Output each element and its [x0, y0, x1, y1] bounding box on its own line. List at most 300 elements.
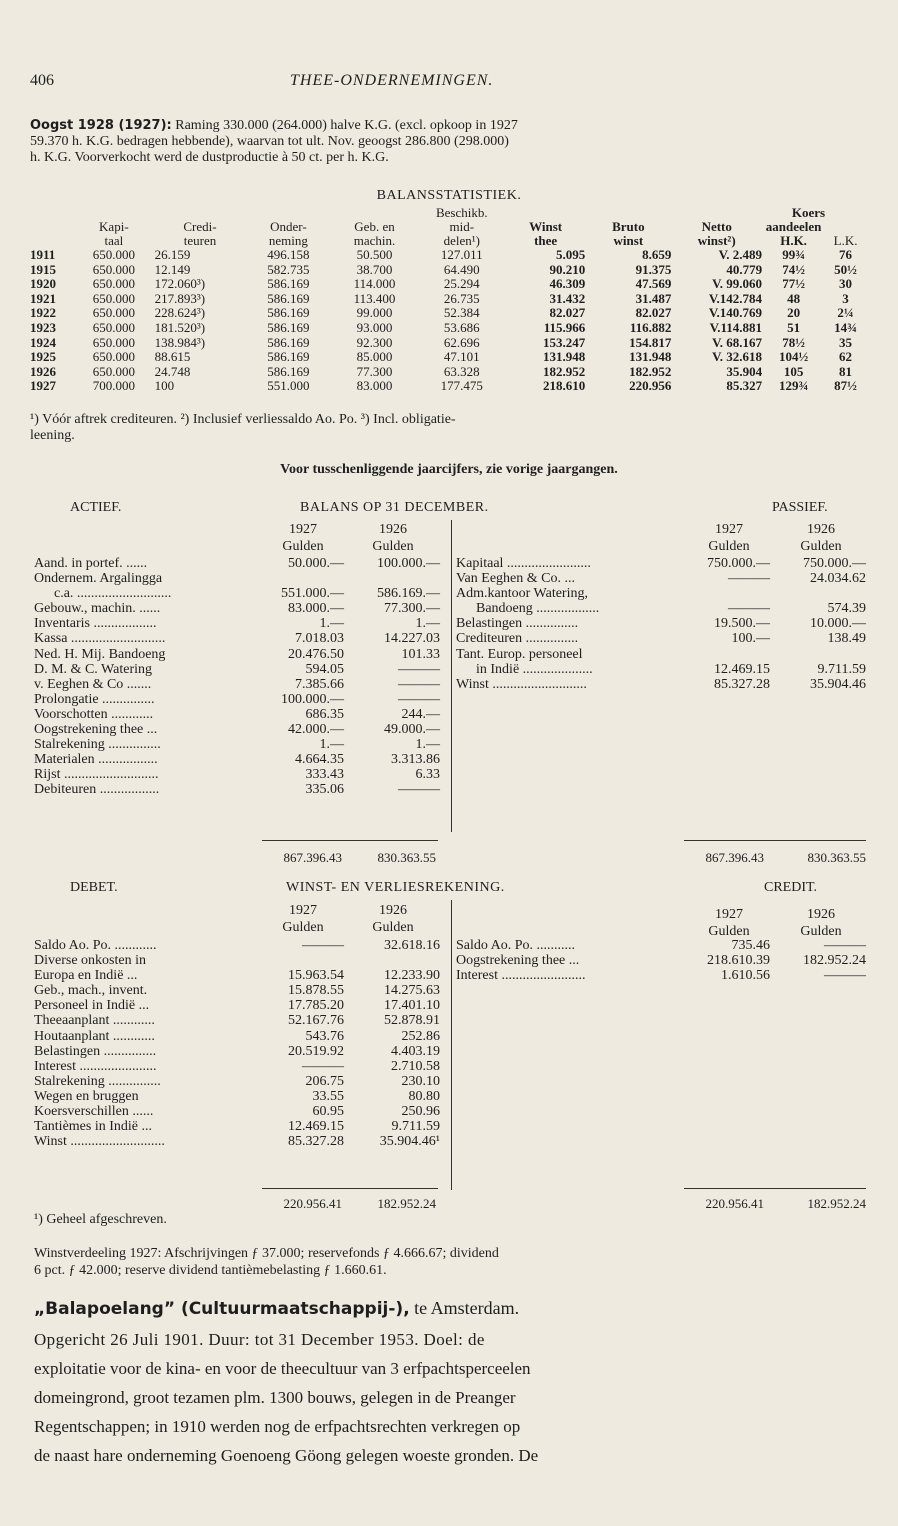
- stats-row-cell: 182.952: [543, 363, 586, 379]
- debet-row-cell: Saldo Ao. Po. ............: [34, 938, 157, 953]
- debet-row-cell: Koersverschillen ......: [34, 1104, 154, 1120]
- passief-row-cell: Kapitaal ........................: [456, 556, 591, 571]
- stats-row-cell: 82.027: [549, 305, 586, 321]
- running-title: THEE-ONDERNEMINGEN.: [290, 72, 494, 89]
- balans-left-title: ACTIEF.: [70, 500, 122, 515]
- debet-row-cell: 230.10: [401, 1073, 440, 1089]
- stats-row-cell: 586.169: [267, 349, 310, 365]
- company-line-5: Regentschappen; in 1910 werden nog de erfpachtsrechten verkregen op: [34, 1417, 521, 1436]
- stats-row-cell: 113.400: [353, 290, 396, 306]
- company-line-2: Opgericht 26 Juli 1901. Duur: tot 31 December 1953. Doel: de: [34, 1330, 485, 1349]
- stats-row-cell: 182.952: [629, 363, 672, 379]
- company-name: „Balapoelang” (Cultuurmaatschappij-),: [34, 1299, 410, 1319]
- actief-row-cell: 1.—: [415, 616, 440, 632]
- actief-row: [34, 722, 440, 737]
- winstverdeeling-line-2: 6 pct. ƒ 42.000; reserve dividend tantièmebelasting ƒ 1.660.61.: [34, 1263, 387, 1278]
- debet-row-cell: Diverse onkosten in: [34, 953, 146, 969]
- actief-row-cell: 3.313.86: [391, 752, 440, 768]
- debet-row: [34, 968, 440, 983]
- debet-row-cell: 15.963.54: [288, 968, 344, 984]
- stats-row-cell: 154.817: [629, 334, 672, 350]
- debet-total-2: 182.952.24: [377, 1196, 436, 1211]
- passief-row-cell: ———: [728, 571, 770, 587]
- stats-header-cell: teuren: [183, 233, 217, 248]
- stats-row-cell: 650.000: [92, 276, 135, 292]
- stats-row-cell: 78½: [782, 334, 805, 350]
- passief-row-cell: 138.49: [827, 631, 866, 647]
- stats-row-cell: 52.384: [443, 305, 480, 321]
- stats-row: [30, 248, 866, 263]
- stats-row-cell: 114.000: [353, 276, 396, 292]
- stats-header-cell: [30, 234, 73, 248]
- stats-row-cell: 586.169: [267, 363, 310, 379]
- actief-row-cell: Kassa ...........................: [34, 631, 166, 647]
- actief-row-cell: 14.227.03: [384, 631, 440, 647]
- actief-row: [34, 556, 440, 571]
- stats-row-cell: 650.000: [92, 319, 135, 335]
- stats-header-cell: [825, 220, 866, 234]
- stats-row-cell: 77.300: [356, 363, 393, 379]
- passief-row-cell: 35.904.46: [810, 676, 866, 692]
- stats-header-cell: Kapi-: [99, 219, 129, 234]
- oogst-label: Oogst 1928 (1927):: [30, 118, 172, 133]
- stats-row-cell: 74½: [782, 261, 805, 277]
- oogst-line-3: h. K.G. Voorverkocht werd de dustproductie à 50 ct. per h. K.G.: [30, 150, 389, 165]
- stats-row-cell: 1924: [30, 334, 56, 350]
- stats-title: BALANSSTATISTIEK.: [376, 188, 522, 203]
- stats-row-cell: 62: [839, 349, 853, 365]
- balans-passief-unit-2: Gulden: [800, 539, 842, 554]
- actief-row: [34, 601, 440, 616]
- actief-row-cell: Ned. H. Mij. Bandoeng: [34, 646, 166, 662]
- actief-row-cell: 83.000.—: [288, 601, 344, 617]
- stats-header-cell: [585, 206, 671, 220]
- passief-row-cell: Van Eeghen & Co. ...: [456, 571, 575, 587]
- balans-divider: [451, 520, 452, 832]
- stats-row-cell: 91.375: [635, 261, 672, 277]
- balans-center-title: BALANS OP 31 DECEMBER.: [300, 500, 489, 515]
- stats-row-cell: 217.893³): [154, 290, 206, 306]
- debet-row-cell: 85.327.28: [288, 1134, 344, 1150]
- actief-row-cell: 4.664.35: [295, 752, 344, 768]
- debet-table: [34, 938, 440, 1149]
- stats-row-cell: 62.696: [443, 334, 480, 350]
- debet-row-cell: Belastingen ...............: [34, 1043, 157, 1059]
- stats-row: [30, 350, 866, 365]
- stats-row-cell: 551.000: [267, 378, 310, 394]
- actief-row-cell: 7.018.03: [295, 631, 344, 647]
- actief-row-cell: ———: [398, 661, 440, 677]
- passief-row-cell: 750.000.—: [803, 556, 866, 571]
- stats-row-cell: V.140.769: [708, 305, 763, 321]
- winst-footnote: ¹) Geheel afgeschreven.: [34, 1212, 167, 1227]
- credit-unit-1: Gulden: [708, 924, 750, 939]
- credit-row-cell: 735.46: [731, 938, 770, 953]
- debet-row-cell: Winst ...........................: [34, 1134, 165, 1150]
- stats-row-cell: 81: [839, 363, 853, 379]
- stats-header-cell: winst: [613, 233, 644, 248]
- stats-row-cell: 218.610: [543, 378, 586, 394]
- passief-row: [456, 631, 866, 646]
- actief-total-2: 830.363.55: [377, 850, 436, 865]
- credit-total-2: 182.952.24: [807, 1196, 866, 1211]
- stats-row-cell: 46.309: [549, 276, 586, 292]
- stats-row-cell: 586.169: [267, 276, 310, 292]
- debet-row-cell: Stalrekening ...............: [34, 1073, 161, 1089]
- stats-header-cell: delen¹): [443, 233, 480, 248]
- company-line-6: de naast hare onderneming Goenoeng Göong gelegen woeste gronden. De: [34, 1446, 539, 1465]
- actief-row-cell: 6.33: [415, 767, 440, 783]
- actief-row: [34, 677, 440, 692]
- stats-row-cell: 2¼: [837, 305, 854, 321]
- stats-row-cell: 50½: [834, 261, 857, 277]
- actief-row-cell: Inventaris ..................: [34, 616, 157, 632]
- stats-row-cell: 48: [787, 290, 801, 306]
- actief-row-cell: 49.000.—: [384, 722, 440, 738]
- debet-row: [34, 1089, 440, 1104]
- stats-row-cell: 1921: [30, 290, 56, 306]
- credit-table: [456, 938, 866, 983]
- stats-row-cell: 586.169: [267, 290, 310, 306]
- debet-total-rule: [262, 1188, 438, 1189]
- stats-header-cell: winst²): [697, 233, 736, 248]
- passief-row-cell: Winst ...........................: [456, 676, 587, 692]
- debet-row-cell: 14.275.63: [384, 983, 440, 999]
- stats-row-cell: 172.060³): [154, 276, 206, 292]
- actief-row-cell: v. Eeghen & Co .......: [34, 676, 152, 692]
- stats-row-cell: 131.948: [543, 349, 586, 365]
- debet-row-cell: Tantièmes in Indië ...: [34, 1119, 152, 1135]
- actief-row-cell: 586.169.—: [377, 586, 440, 602]
- stats-header-cell: [331, 206, 417, 220]
- actief-row-cell: 1.—: [415, 737, 440, 753]
- passief-row: [456, 616, 866, 631]
- stats-row-cell: 115.966: [543, 319, 586, 335]
- stats-row-cell: 1923: [30, 319, 56, 335]
- debet-row: [34, 1029, 440, 1044]
- stats-row-cell: 1922: [30, 305, 56, 321]
- passief-total-2: 830.363.55: [807, 850, 866, 865]
- actief-total-rule: [262, 840, 438, 841]
- actief-row-cell: 551.000.—: [281, 586, 344, 602]
- debet-row-cell: Europa en Indië ...: [34, 968, 138, 984]
- passief-row-cell: [682, 647, 770, 662]
- debet-row: [34, 983, 440, 998]
- stats-row-cell: 53.686: [443, 319, 480, 335]
- stats-header-cell: [73, 206, 155, 220]
- actief-row-cell: 20.476.50: [288, 646, 344, 662]
- actief-row-cell: 50.000.—: [288, 556, 344, 571]
- stats-row-cell: 20: [787, 305, 801, 321]
- passief-row-cell: 100.—: [731, 631, 770, 647]
- balans-actief-year-2: 1926: [379, 522, 407, 537]
- debet-row-cell: 15.878.55: [288, 983, 344, 999]
- passief-row: [456, 662, 866, 677]
- stats-header-cell: [245, 206, 331, 220]
- actief-row: [34, 662, 440, 677]
- passief-row: [456, 556, 866, 571]
- stats-row-cell: 90.210: [549, 261, 586, 277]
- winst-left-title: DEBET.: [70, 880, 118, 895]
- debet-row: [34, 1044, 440, 1059]
- stats-header-cell: thee: [534, 233, 558, 248]
- stats-header-cell: [825, 206, 866, 220]
- stats-row-cell: 1927: [30, 378, 56, 394]
- credit-row: [456, 938, 866, 953]
- actief-row-cell: 335.06: [305, 782, 344, 798]
- stats-row-cell: 582.735: [267, 261, 310, 277]
- oogst-text-1: Raming 330.000 (264.000) halve K.G. (excl. opkoop in 1927: [175, 118, 518, 133]
- actief-row: [34, 707, 440, 722]
- stats-row-cell: 650.000: [92, 261, 135, 277]
- debet-row-cell: 9.711.59: [391, 1119, 440, 1135]
- balans-actief-unit-1: Gulden: [282, 539, 324, 554]
- passief-row-cell: 85.327.28: [714, 676, 770, 692]
- actief-row-cell: D. M. & C. Watering: [34, 661, 152, 677]
- stats-row-cell: 1926: [30, 363, 56, 379]
- stats-row-cell: 1920: [30, 276, 56, 292]
- debet-row-cell: 32.618.16: [384, 938, 440, 953]
- debet-row-cell: [262, 953, 344, 968]
- stats-row: [30, 306, 866, 321]
- debet-row-cell: 4.403.19: [391, 1043, 440, 1059]
- actief-row-cell: Debiteuren .................: [34, 782, 160, 798]
- debet-unit-1: Gulden: [282, 920, 324, 935]
- credit-total-rule: [684, 1188, 866, 1189]
- stats-row-cell: 47.101: [443, 349, 480, 365]
- stats-header-cell: L.K.: [833, 233, 858, 248]
- credit-row-cell: 182.952.24: [803, 953, 866, 969]
- stats-row-cell: 650.000: [92, 349, 135, 365]
- debet-row-cell: 12.233.90: [384, 968, 440, 984]
- stats-row-cell: V. 68.167: [712, 334, 763, 350]
- stats-header-cell: [30, 220, 73, 234]
- debet-row-cell: 17.401.10: [384, 998, 440, 1014]
- actief-row: [34, 586, 440, 601]
- stats-row-cell: 129¾: [778, 378, 809, 394]
- debet-row: [34, 1134, 440, 1149]
- actief-row-cell: 244.—: [401, 706, 440, 722]
- stats-row-cell: 50.500: [356, 247, 393, 262]
- stats-row-cell: 14¾: [834, 319, 857, 335]
- passief-row: [456, 571, 866, 586]
- stats-row-cell: 138.984³): [154, 334, 206, 350]
- stats-row-cell: 8.659: [642, 247, 672, 262]
- stats-row-cell: 181.520³): [154, 319, 206, 335]
- debet-row-cell: 250.96: [401, 1104, 440, 1120]
- actief-row-cell: c.a. ...........................: [54, 586, 172, 602]
- credit-year-2: 1926: [807, 907, 835, 922]
- actief-total-1: 867.396.43: [283, 850, 342, 865]
- credit-row-cell: ———: [824, 938, 866, 953]
- actief-row-cell: [344, 571, 440, 586]
- stats-header-cell: [30, 206, 73, 220]
- stats-row: [30, 336, 866, 351]
- debet-row-cell: 543.76: [305, 1028, 344, 1044]
- actief-row-cell: 100.000.—: [281, 691, 344, 707]
- debet-year-1: 1927: [289, 903, 317, 918]
- stats-row-cell: 47.569: [635, 276, 672, 292]
- stats-row-cell: 63.328: [443, 363, 480, 379]
- actief-row-cell: 1.—: [319, 737, 344, 753]
- stats-row-cell: 5.095: [556, 247, 586, 262]
- debet-row-cell: Wegen en bruggen: [34, 1088, 139, 1104]
- actief-row-cell: Gebouw., machin. ......: [34, 601, 161, 617]
- stats-row-cell: 24.748: [154, 363, 191, 379]
- debet-row-cell: 35.904.46¹: [379, 1134, 440, 1150]
- actief-row-cell: ———: [398, 782, 440, 798]
- stats-table: [30, 206, 866, 394]
- actief-row-cell: Prolongatie ...............: [34, 691, 155, 707]
- passief-row-cell: 10.000.—: [810, 616, 866, 632]
- actief-row-cell: Materialen .................: [34, 752, 158, 768]
- passief-row-cell: [682, 586, 770, 601]
- credit-row-cell: ———: [824, 968, 866, 984]
- passief-row-cell: Tant. Europ. personeel: [456, 646, 583, 662]
- debet-row-cell: 60.95: [312, 1104, 344, 1120]
- stats-row-cell: 220.956: [629, 378, 672, 394]
- stats-row-cell: 100: [154, 378, 175, 394]
- stats-header-cell: machin.: [353, 233, 396, 248]
- stats-row-cell: 116.882: [629, 319, 672, 335]
- stats-header-cell: [155, 206, 246, 220]
- stats-row-cell: 1925: [30, 349, 56, 365]
- passief-row-cell: 574.39: [827, 601, 866, 617]
- actief-row-cell: 594.05: [305, 661, 344, 677]
- credit-row-cell: Oogstrekening thee ...: [456, 953, 580, 969]
- winst-center-title: WINST- EN VERLIESREKENING.: [286, 880, 505, 895]
- passief-row: [456, 586, 866, 601]
- debet-row: [34, 953, 440, 968]
- debet-row-cell: 20.519.92: [288, 1043, 344, 1059]
- stats-header-cell: mid-: [449, 219, 475, 234]
- credit-row-cell: Saldo Ao. Po. ...........: [456, 938, 576, 953]
- stats-row: [30, 379, 866, 394]
- stats-header-cell: Winst: [529, 219, 563, 234]
- debet-row-cell: Interest ......................: [34, 1058, 157, 1074]
- stats-row-cell: 586.169: [267, 334, 310, 350]
- passief-row-cell: 750.000.—: [707, 556, 770, 571]
- credit-unit-2: Gulden: [800, 924, 842, 939]
- stats-row-cell: 26.159: [154, 247, 191, 262]
- winst-divider: [451, 900, 452, 1190]
- stats-note-2: leening.: [30, 428, 75, 443]
- stats-row-cell: 131.948: [629, 349, 672, 365]
- debet-row-cell: Theeaanplant ............: [34, 1013, 155, 1029]
- stats-tussen: Voor tusschenliggende jaarcijfers, zie vorige jaargangen.: [280, 462, 618, 477]
- passief-row-cell: Belastingen ...............: [456, 616, 579, 632]
- stats-row-cell: 1911: [30, 247, 56, 262]
- actief-row-cell: ———: [398, 691, 440, 707]
- stats-header-cell: Credi-: [183, 219, 217, 234]
- credit-year-1: 1927: [715, 907, 743, 922]
- stats-header-cell: Netto: [701, 219, 732, 234]
- stats-header-cell: H.K.: [780, 233, 807, 248]
- actief-row: [34, 631, 440, 646]
- actief-row-cell: 686.35: [305, 706, 344, 722]
- stats-header-cell: Bruto: [612, 219, 645, 234]
- stats-row-cell: 76: [839, 247, 853, 262]
- stats-row-cell: 77½: [782, 276, 805, 292]
- stats-row-cell: 650.000: [92, 363, 135, 379]
- debet-row-cell: 2.710.58: [391, 1058, 440, 1074]
- stats-row-cell: 51: [787, 319, 801, 335]
- stats-row-cell: 127.011: [440, 247, 483, 262]
- stats-row-cell: 26.735: [443, 290, 480, 306]
- credit-row-cell: Interest ........................: [456, 968, 586, 984]
- debet-row-cell: Houtaanplant ............: [34, 1028, 155, 1044]
- stats-header-cell: taal: [104, 233, 124, 248]
- actief-row-cell: 1.—: [319, 616, 344, 632]
- passief-row-cell: 24.034.62: [810, 571, 866, 587]
- actief-row-cell: Oogstrekening thee ...: [34, 722, 158, 738]
- actief-row-cell: 333.43: [305, 767, 344, 783]
- actief-row-cell: Stalrekening ...............: [34, 737, 161, 753]
- stats-header-cell: Beschikb.: [435, 205, 488, 220]
- balans-passief-year-1: 1927: [715, 522, 743, 537]
- actief-row-cell: 100.000.—: [377, 556, 440, 571]
- stats-row-cell: 496.158: [267, 247, 310, 262]
- page-number: 406: [30, 72, 54, 89]
- debet-row: [34, 998, 440, 1013]
- stats-row: [30, 321, 866, 336]
- passief-total-1: 867.396.43: [705, 850, 764, 865]
- actief-row: [34, 647, 440, 662]
- stats-row-cell: V.114.881: [709, 319, 763, 335]
- debet-year-2: 1926: [379, 903, 407, 918]
- stats-row-cell: 153.247: [543, 334, 586, 350]
- stats-row-cell: 83.000: [356, 378, 393, 394]
- passief-row-cell: Bandoeng ..................: [476, 601, 600, 617]
- actief-row-cell: Rijst ...........................: [34, 767, 159, 783]
- actief-row: [34, 782, 440, 797]
- actief-row-cell: 42.000.—: [288, 722, 344, 738]
- stats-row-cell: 700.000: [92, 378, 135, 394]
- debet-row-cell: Personeel in Indië ...: [34, 998, 150, 1014]
- company-line-3: exploitatie voor de kina- en voor de theecultuur van 3 erfpachtsperceelen: [34, 1359, 531, 1378]
- stats-row-cell: V.142.784: [708, 290, 763, 306]
- credit-row-cell: 218.610.39: [707, 953, 770, 969]
- oogst-line-1: [30, 118, 518, 133]
- stats-note-1: ¹) Vóór aftrek crediteuren. ²) Inclusief verliessaldo Ao. Po. ³) Incl. obligatie-: [30, 412, 456, 427]
- stats-header-row: [30, 206, 866, 220]
- stats-row-cell: 82.027: [635, 305, 672, 321]
- company-line-4: domeingrond, groot tezamen plm. 1300 bouws, gelegen in de Preanger: [34, 1388, 516, 1407]
- debet-row: [34, 938, 440, 953]
- actief-row-cell: Aand. in portef. ......: [34, 556, 148, 571]
- stats-row-cell: 1915: [30, 261, 56, 277]
- actief-table: [34, 556, 440, 798]
- debet-row: [34, 1119, 440, 1134]
- passief-row-cell: 12.469.15: [714, 661, 770, 677]
- debet-total-1: 220.956.41: [283, 1196, 342, 1211]
- stats-row-cell: 650.000: [92, 290, 135, 306]
- actief-row: [34, 737, 440, 752]
- winstverdeeling-line-1: Winstverdeeling 1927: Afschrijvingen ƒ 37.000; reservefonds ƒ 4.666.67; dividend: [34, 1246, 499, 1261]
- stats-row-cell: 35.904: [726, 363, 763, 379]
- stats-row-cell: 650.000: [92, 247, 135, 262]
- balans-right-title: PASSIEF.: [772, 500, 828, 515]
- passief-row-cell: [770, 647, 866, 662]
- stats-row-cell: V. 99.060: [712, 276, 763, 292]
- actief-row: [34, 752, 440, 767]
- actief-row-cell: [262, 571, 344, 586]
- actief-row-cell: 7.385.66: [295, 676, 344, 692]
- debet-row-cell: 52.167.76: [288, 1013, 344, 1029]
- stats-row-cell: 38.700: [356, 261, 393, 277]
- stats-row-cell: 3: [842, 290, 849, 306]
- stats-row-cell: 228.624³): [154, 305, 206, 321]
